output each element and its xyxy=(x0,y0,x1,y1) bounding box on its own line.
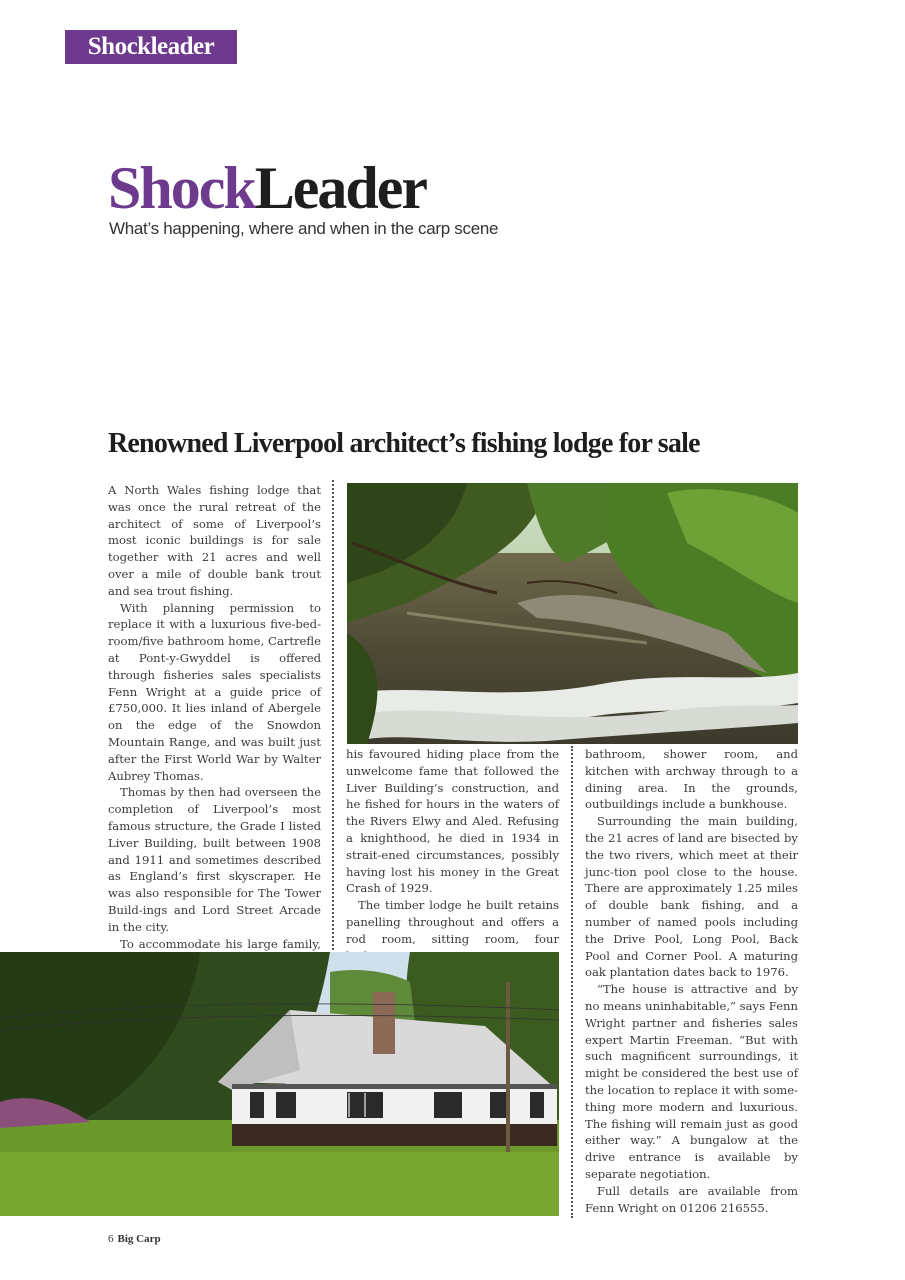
paragraph: To accommodate his large family, xyxy=(120,936,321,951)
section-tag: Shockleader xyxy=(65,30,237,64)
article-column-1 xyxy=(108,482,321,1003)
page-footer xyxy=(108,1233,161,1245)
paragraph: Full details are available from Fenn Wright on 01206 216555. xyxy=(585,1183,798,1215)
masthead-shock: Shock xyxy=(108,155,255,221)
article-column-2 xyxy=(346,746,559,964)
column-divider xyxy=(571,746,573,1218)
paragraph: A North Wales fishing lodge that was once the rural retreat of the architect of some of Liverpool’s most iconic buildings is for sale together with 21 acres and well over a mile of double bank trout and sea trout fishing. xyxy=(108,483,321,598)
column-divider xyxy=(332,480,334,950)
page-number: 6 xyxy=(108,1233,114,1245)
paragraph: With planning permission to replace it with a luxurious five-bed-room/five bathroom home, Cartrefle at Pont-y-Gwyddel is offered through fisheries sales specialists Fenn Wright at a guide price of £750,000. It lies inland of Abergele on the edge of the Snowdon Mountain Range, and was built just after the First World War by Walter Aubrey Thomas. xyxy=(108,600,321,783)
masthead-title xyxy=(108,150,426,226)
paragraph: Thomas by then had overseen the completion of Liverpool’s most famous structure, the Grade I listed Liver Building, built between 1908 and 1911 and sometimes described as England’s first skyscraper. He was also responsible for The Tower Build-ings and Lord Street Arcade in the city. xyxy=(108,785,321,934)
paragraph: The timber lodge he built retains panelling throughout and offers a rod room, sitting room, four xyxy=(346,898,559,946)
paragraph: Surrounding the main building, the 21 acres of land are bisected by the two rivers, which meet at their junc-tion pool close to the house. There are approximately 1.25 miles of double bank fishing, and a number of named pools including the Drive Pool, Long Pool, Back Pool and Corner Pool. A maturing oak plantation dates back to 1976. xyxy=(585,814,798,980)
paragraph: “The house is attractive and by no means uninhabitable,” says Fenn Wright partner and fisheries sales expert Martin Freeman. “But with such magnificent surroundings, it might be considered the best use of the location to replace it with some-thing more modern and luxurious. The fishing will remain just as good either way.” A bungalow at the drive entrance is available by separate negotiation. xyxy=(585,982,798,1181)
lodge-photo xyxy=(0,952,559,1216)
river-photo xyxy=(347,483,798,744)
magazine-name: Big Carp xyxy=(117,1233,161,1245)
masthead-strapline: What’s happening, where and when in the carp scene xyxy=(109,219,499,238)
paragraph: his favoured hiding place from the unwelcome fame that followed the Liver Building’s construction, and he fished for hours in the waters of the Rivers Elwy and Aled. Refusing a knighthood, he died in 1934 in strait-ened circumstances, possibly having lost his money in the Great Crash of 1929. xyxy=(346,747,559,896)
article-headline: Renowned Liverpool architect’s fishing lodge for sale xyxy=(108,428,700,459)
masthead-leader: Leader xyxy=(254,155,427,221)
paragraph: bathroom, shower room, and kitchen with archway through to a dining area. In the grounds, outbuildings include a bunkhouse. xyxy=(585,747,798,812)
article-column-3 xyxy=(585,746,798,1216)
